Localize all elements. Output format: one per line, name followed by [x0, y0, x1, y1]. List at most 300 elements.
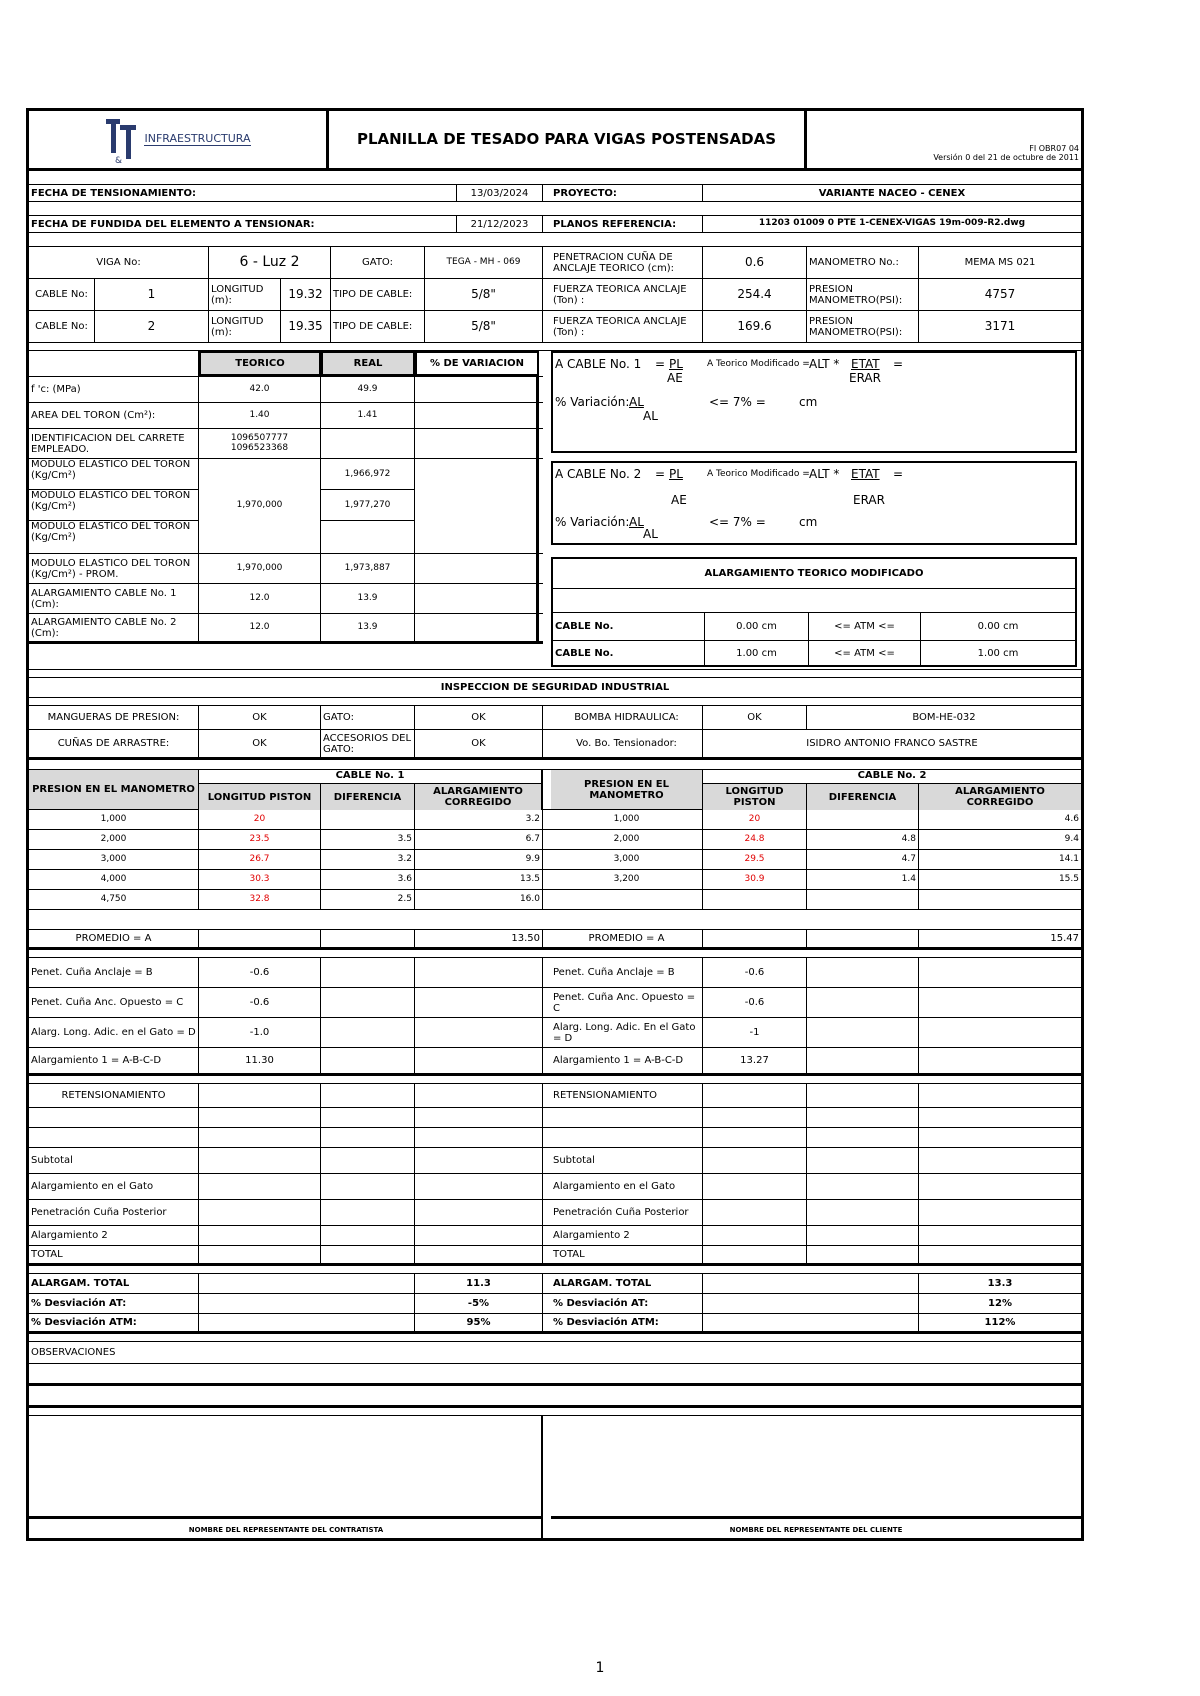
retension-cell	[703, 1128, 807, 1147]
dif2-header: DIFERENCIA	[807, 784, 919, 810]
safety-row-2	[29, 730, 1081, 760]
cable2-value: 2	[95, 311, 209, 342]
presion2-value: 3171	[984, 318, 1016, 333]
fuerza2-label: FUERZA TEORICA ANCLAJE (Ton) :	[551, 311, 703, 342]
alarg1-real: 13.9	[321, 584, 415, 613]
retension-cell	[703, 1148, 807, 1173]
long2-cell: 29.5	[703, 850, 807, 869]
alarg-total-value-2: 13.3	[987, 1278, 1013, 1289]
desv-at-value-1: -5%	[415, 1294, 543, 1313]
ident-values	[199, 429, 321, 458]
long1-cell: 30.3	[199, 870, 321, 889]
page-title: PLANILLA DE TESADO PARA VIGAS POSTENSADAS	[329, 111, 807, 168]
retension-cell	[919, 1108, 1081, 1127]
atm-box	[551, 557, 1077, 667]
retension-cell	[199, 1226, 321, 1245]
retension-cell: Alargamiento 2	[29, 1226, 199, 1245]
formula2-erar: ERAR	[853, 493, 885, 507]
cunas-value: OK	[199, 730, 321, 757]
retension-cell	[551, 1128, 703, 1147]
presion1-cell: 2,000	[29, 830, 199, 849]
formula2-mod: A Teorico Modificado =	[707, 469, 810, 479]
mod-label-1: MODULO ELASTICO DEL TORON (Kg/Cm²)	[29, 459, 198, 490]
dif1-cell	[321, 810, 415, 829]
ident-label: IDENTIFICACION DEL CARRETE EMPLEADO.	[29, 429, 199, 458]
desv-at-label-2: % Desviación AT:	[551, 1294, 703, 1313]
logo	[29, 111, 329, 168]
retension-cell: TOTAL	[551, 1246, 703, 1263]
long2-cell: 24.8	[703, 830, 807, 849]
alarg-total-label-1: ALARGAM. TOTAL	[29, 1274, 199, 1293]
tipo1-label: TIPO DE CABLE:	[331, 279, 425, 310]
presion-header-1: PRESION EN EL MANOMETRO	[29, 770, 199, 809]
penet-b2-label: Penet. Cuña Anclaje = B	[551, 958, 703, 987]
alarg1-cell: 16.0	[415, 890, 543, 909]
retension-cell	[321, 1174, 415, 1199]
table-row	[29, 870, 1081, 890]
fecha-row	[29, 185, 1081, 202]
desv-atm-value-2: 112%	[984, 1317, 1016, 1328]
alarg1-label: ALARGAMIENTO CABLE No. 1 (Cm):	[29, 584, 199, 613]
firma-cliente: NOMBRE DEL REPRESENTANTE DEL CLIENTE	[551, 1516, 1081, 1541]
retension-cell	[807, 1084, 919, 1107]
presion1-value: 4757	[984, 286, 1016, 301]
alarg2-cell: 9.4	[1064, 833, 1079, 844]
atm1-b: 0.00 cm	[977, 621, 1019, 632]
retension-row	[29, 1084, 1081, 1108]
proyecto: VARIANTE NACEO - CENEX	[818, 187, 966, 199]
teorico-header: TEORICO	[199, 351, 321, 376]
presion2-cell: 2,000	[551, 830, 703, 849]
alarg-d2-label: Alarg. Long. Adic. En el Gato = D	[551, 1018, 703, 1047]
gato-safety-value: OK	[415, 706, 543, 729]
alarg-total1-value: 11.30	[199, 1048, 321, 1073]
retension-cell	[703, 1084, 807, 1107]
formula2-etat: ETAT	[851, 467, 880, 481]
empty-cell	[807, 890, 919, 909]
empty-cell	[551, 890, 703, 909]
gato-label: GATO:	[331, 247, 425, 278]
retension-cell	[415, 1200, 543, 1225]
tipo2-value: 5/8"	[425, 311, 543, 342]
long1-cell: 26.7	[199, 850, 321, 869]
alarg1-cell: 9.9	[415, 850, 543, 869]
dif1-cell: 3.5	[321, 830, 415, 849]
formula1-alt: ALT *	[809, 357, 840, 371]
dif1-cell: 3.6	[321, 870, 415, 889]
mod-prom-teorico: 1,970,000	[199, 554, 321, 583]
empty-cell	[703, 890, 807, 909]
firma-contratista: NOMBRE DEL REPRESENTANTE DEL CONTRATISTA	[29, 1516, 543, 1541]
formula1-al-mod: AL	[629, 395, 644, 409]
code-text: FI OBR07 04	[1029, 143, 1079, 153]
mangueras-value: OK	[199, 706, 321, 729]
fundida-row	[29, 216, 1081, 233]
long1-cell: 20	[199, 810, 321, 829]
retension-cell	[321, 1200, 415, 1225]
svg-text:&: &	[115, 155, 123, 165]
retension-row	[29, 1226, 1081, 1246]
presion2-cell: 3,000	[551, 850, 703, 869]
logo-text: INFRAESTRUCTURA	[144, 131, 251, 145]
mod-real-2: 1,977,270	[321, 490, 414, 521]
penet-c2-value: -0.6	[703, 988, 807, 1017]
alarg-d2-value: -1	[703, 1018, 807, 1047]
formula-cable2	[551, 461, 1077, 545]
fc-label: f 'c: (MPa)	[29, 377, 199, 402]
retension-cell	[321, 1246, 415, 1263]
retension-cell	[321, 1084, 415, 1107]
table-row	[29, 850, 1081, 870]
vobo-label: Vo. Bo. Tensionador:	[551, 730, 703, 757]
tensioning-sheet	[26, 108, 1084, 1541]
alarg-d1-value: -1.0	[199, 1018, 321, 1047]
cable2-label: CABLE No:	[29, 311, 95, 342]
gato-safety-label: GATO:	[321, 706, 415, 729]
fuerza1-label: FUERZA TEORICA ANCLAJE (Ton) :	[551, 279, 703, 310]
dif2-cell: 4.7	[807, 850, 919, 869]
penet-label: PENETRACION CUÑA DE ANCLAJE TEORICO (cm):	[551, 247, 703, 278]
formula1-pl: PL	[669, 357, 683, 371]
version-text: Versión 0 del 21 de octubre de 2011	[933, 152, 1079, 162]
desv-atm-label-1: % Desviación ATM:	[29, 1314, 199, 1331]
atm2-a: 1.00 cm	[705, 641, 809, 665]
presion2-cell: 3,200	[551, 870, 703, 889]
dif2-cell	[807, 810, 919, 829]
formula1-eq2: =	[893, 357, 904, 371]
retension-cell: Alargamiento en el Gato	[551, 1174, 703, 1199]
dif1-header: DIFERENCIA	[321, 784, 415, 810]
retension-row	[29, 1246, 1081, 1266]
long2-value: 19.35	[281, 311, 331, 342]
mod-teorico: 1,970,000	[199, 459, 321, 553]
fc-real: 49.9	[321, 377, 415, 402]
long1-cell: 32.8	[199, 890, 321, 909]
promedio1-label: PROMEDIO = A	[29, 930, 199, 947]
page-number: 1	[595, 1660, 605, 1676]
alarg2-real: 13.9	[321, 614, 415, 641]
dif1-cell: 3.2	[321, 850, 415, 869]
atm1-op: <= ATM <=	[809, 613, 921, 640]
retension-cell	[199, 1148, 321, 1173]
manometro-value: MEMA MS 021	[964, 257, 1036, 268]
formula2-le: <= 7% =	[709, 515, 766, 529]
formula1-eq: =	[655, 357, 666, 371]
retension-cell	[919, 1200, 1081, 1225]
retension-cell	[199, 1108, 321, 1127]
retension-cell	[321, 1108, 415, 1127]
fecha-tension-label: FECHA DE TENSIONAMIENTO:	[29, 185, 457, 201]
retension-cell	[415, 1108, 543, 1127]
retension-row	[29, 1174, 1081, 1200]
bomba-value: BOM-HE-032	[912, 712, 976, 723]
desv-atm-label-2: % Desviación ATM:	[551, 1314, 703, 1331]
long1-cell: 23.5	[199, 830, 321, 849]
retension-cell: Alargamiento 2	[551, 1226, 703, 1245]
long1-value: 19.32	[281, 279, 331, 310]
bomba-ok: OK	[703, 706, 807, 729]
formula1-ae: AE	[667, 371, 683, 385]
header-row	[29, 111, 1081, 171]
presion2-label: PRESION MANOMETRO(PSI):	[807, 311, 919, 342]
alarg-total-label-2: ALARGAM. TOTAL	[551, 1274, 703, 1293]
retension-cell	[321, 1226, 415, 1245]
retension-cell	[807, 1174, 919, 1199]
empty-cell	[919, 890, 1081, 909]
long2-label: LONGITUD (m):	[209, 311, 281, 342]
viga-row	[29, 247, 1081, 279]
retension-cell: Alargamiento en el Gato	[29, 1174, 199, 1199]
retension-cell	[919, 1128, 1081, 1147]
cable2-header: CABLE No. 2	[703, 770, 1081, 784]
formula1-cm: cm	[799, 395, 818, 409]
retension-cell	[919, 1226, 1081, 1245]
accesorios-label: ACCESORIOS DEL GATO:	[321, 730, 415, 757]
dif2-cell: 4.8	[807, 830, 919, 849]
retension-cell	[919, 1246, 1081, 1263]
dif2-cell: 1.4	[807, 870, 919, 889]
dif1-cell: 2.5	[321, 890, 415, 909]
retension-row	[29, 1128, 1081, 1148]
penet-c1-label: Penet. Cuña Anc. Opuesto = C	[29, 988, 199, 1017]
fuerza1-value: 254.4	[703, 279, 807, 310]
area-real: 1.41	[321, 403, 415, 428]
alarg2-header: ALARGAMIENTO CORREGIDO	[919, 784, 1081, 810]
retension-cell	[703, 1108, 807, 1127]
formula1-erar: ERAR	[849, 371, 881, 385]
desv-at-label-1: % Desviación AT:	[29, 1294, 199, 1313]
retension-cell: Penetración Cuña Posterior	[551, 1200, 703, 1225]
fuerza2-value: 169.6	[703, 311, 807, 342]
retension-cell	[807, 1246, 919, 1263]
retension-cell	[551, 1108, 703, 1127]
retension-cell	[703, 1226, 807, 1245]
formula2-al-real: AL	[643, 527, 658, 541]
retension-cell	[919, 1084, 1081, 1107]
retension-cell: Subtotal	[551, 1148, 703, 1173]
presion1-label: PRESION MANOMETRO(PSI):	[807, 279, 919, 310]
cable1-label: CABLE No:	[29, 279, 95, 310]
real-header: REAL	[321, 351, 415, 376]
tipo2-label: TIPO DE CABLE:	[331, 311, 425, 342]
penet-b1-label: Penet. Cuña Anclaje = B	[29, 958, 199, 987]
penet-value: 0.6	[703, 247, 807, 278]
retension-row	[29, 1200, 1081, 1226]
atm-title: ALARGAMIENTO TEORICO MODIFICADO	[704, 568, 924, 579]
observaciones-title: OBSERVACIONES	[31, 1347, 116, 1358]
table-row	[29, 810, 1081, 830]
fecha-fundida-label: FECHA DE FUNDIDA DEL ELEMENTO A TENSIONAR:	[29, 216, 457, 232]
long2-header: LONGITUD PISTON	[703, 784, 807, 810]
presion1-cell: 4,750	[29, 890, 199, 909]
alarg2-cell: 4.6	[1064, 813, 1079, 824]
formula2-al-mod: AL	[629, 515, 644, 529]
alarg1-header: ALARGAMIENTO CORREGIDO	[415, 784, 541, 810]
retension-cell	[199, 1084, 321, 1107]
signature-area	[29, 1416, 1081, 1538]
formula2-eq: =	[655, 467, 666, 481]
retension-row	[29, 1148, 1081, 1174]
formula-cable1	[551, 351, 1077, 453]
mangueras-label: MANGUERAS DE PRESION:	[29, 706, 199, 729]
viga-label: VIGA No:	[29, 247, 209, 278]
promedio2-value: 15.47	[1050, 933, 1079, 944]
retension-cell	[199, 1174, 321, 1199]
retension-cell	[919, 1174, 1081, 1199]
company-logo-icon	[104, 115, 140, 165]
table-row	[29, 830, 1081, 850]
safety-title: INSPECCION DE SEGURIDAD INDUSTRIAL	[440, 682, 670, 693]
atm1-label: CABLE No.	[553, 613, 705, 640]
formula2-alt: ALT *	[809, 467, 840, 481]
retension-cell	[415, 1084, 543, 1107]
fecha-tension: 13/03/2024	[457, 185, 543, 201]
vobo-value: ISIDRO ANTONIO FRANCO SASTRE	[806, 738, 978, 749]
doc-code	[807, 111, 1081, 168]
retension-cell	[29, 1128, 199, 1147]
proyecto-label: PROYECTO:	[551, 185, 703, 201]
formula1-var: % Variación:	[555, 395, 630, 409]
retension-row	[29, 1108, 1081, 1128]
tipo1-value: 5/8"	[425, 279, 543, 310]
retension-cell: Subtotal	[29, 1148, 199, 1173]
presion1-cell: 4,000	[29, 870, 199, 889]
desv-atm-value-1: 95%	[415, 1314, 543, 1331]
readings-header	[29, 770, 1081, 810]
area-label: AREA DEL TORON (Cm²):	[29, 403, 199, 428]
mod-real-1: 1,966,972	[321, 459, 414, 490]
formula1-mod: A Teorico Modificado =	[707, 359, 810, 369]
retension-cell	[29, 1108, 199, 1127]
cable1-value: 1	[95, 279, 209, 310]
promedio-row	[29, 930, 1081, 950]
alarg2-teorico: 12.0	[199, 614, 321, 641]
retension-cell	[199, 1128, 321, 1147]
retension-cell	[321, 1148, 415, 1173]
presion2-cell: 1,000	[551, 810, 703, 829]
retension-cell	[415, 1148, 543, 1173]
long2-cell: 20	[703, 810, 807, 829]
ident1: 1096507777	[230, 432, 289, 443]
retension-cell	[199, 1246, 321, 1263]
retension-cell	[703, 1246, 807, 1263]
retension-cell	[415, 1128, 543, 1147]
mod-label-2: MODULO ELASTICO DEL TORON (Kg/Cm²)	[29, 490, 198, 521]
formula2-pl: PL	[669, 467, 683, 481]
alarg1-cell: 6.7	[415, 830, 543, 849]
formula2-eq2: =	[893, 467, 904, 481]
alarg2-cell: 15.5	[1058, 873, 1079, 884]
retension-cell	[919, 1148, 1081, 1173]
viga-value: 6 - Luz 2	[209, 247, 331, 278]
long1-label: LONGITUD (m):	[209, 279, 281, 310]
presion1-cell: 3,000	[29, 850, 199, 869]
alarg-d1-label: Alarg. Long. Adic. en el Gato = D	[29, 1018, 199, 1047]
presion1-cell: 1,000	[29, 810, 199, 829]
mod-label-3: MODULO ELASTICO DEL TORON (Kg/Cm²)	[31, 521, 191, 543]
mod-prom-label: MODULO ELASTICO DEL TORON (Kg/Cm²) - PROM.	[29, 554, 199, 583]
promedio2-label: PROMEDIO = A	[551, 930, 703, 947]
desv-header: % DE VARIACION	[415, 351, 539, 376]
retension-cell	[807, 1226, 919, 1245]
alarg-total1-label: Alargamiento 1 = A-B-C-D	[29, 1048, 199, 1073]
retension-cell	[703, 1174, 807, 1199]
planos: 11203 01009 0 PTE 1-CENEX-VIGAS 19m-009-R2.dwg	[758, 218, 1026, 229]
alarg1-cell: 13.5	[415, 870, 543, 889]
retension-rows	[29, 1084, 1081, 1266]
gato-value: TEGA - MH - 069	[425, 247, 543, 278]
formula1-title: A CABLE No. 1	[555, 357, 642, 371]
desv-at-value-2: 12%	[988, 1298, 1012, 1309]
retension-cell	[415, 1226, 543, 1245]
formula1-al-real: AL	[643, 409, 658, 423]
safety-row-1	[29, 706, 1081, 730]
cable1-row	[29, 279, 1081, 311]
mod-prom-real: 1,973,887	[321, 554, 415, 583]
formula2-var: % Variación:	[555, 515, 630, 529]
retension-cell: TOTAL	[29, 1246, 199, 1263]
penet-c1-value: -0.6	[199, 988, 321, 1017]
atm2-b: 1.00 cm	[977, 647, 1019, 659]
retension-cell	[703, 1200, 807, 1225]
long1-header: LONGITUD PISTON	[199, 784, 321, 810]
atm2-op: <= ATM <=	[809, 641, 921, 665]
atm2-label: CABLE No.	[553, 641, 705, 665]
retension-cell: RETENSIONAMIENTO	[29, 1084, 199, 1107]
alarg1-teorico: 12.0	[199, 584, 321, 613]
alarg1-cell: 3.2	[415, 810, 543, 829]
presion-header-2: PRESION EN EL MANOMETRO	[551, 770, 703, 809]
formula2-title: A CABLE No. 2	[555, 467, 642, 481]
alarg-total-value-1: 11.3	[415, 1274, 543, 1293]
formula1-le: <= 7% =	[709, 395, 766, 409]
alarg-total2-value: 13.27	[703, 1048, 807, 1073]
cunas-label: CUÑAS DE ARRASTRE:	[29, 730, 199, 757]
retension-cell	[415, 1174, 543, 1199]
retension-cell	[199, 1200, 321, 1225]
accesorios-value: OK	[415, 730, 543, 757]
formula2-cm: cm	[799, 515, 818, 529]
retension-cell	[807, 1108, 919, 1127]
fecha-fundida: 21/12/2023	[457, 216, 543, 232]
manometro-label: MANOMETRO No.:	[807, 247, 919, 278]
properties-block	[29, 351, 1081, 670]
penet-b2-value: -0.6	[703, 958, 807, 987]
atm1-a: 0.00 cm	[705, 613, 809, 640]
alarg-total2-label: Alargamiento 1 = A-B-C-D	[551, 1048, 703, 1073]
promedio1-value: 13.50	[415, 930, 543, 947]
area-teorico: 1.40	[199, 403, 321, 428]
retension-cell	[415, 1246, 543, 1263]
ident2: 1096523368	[230, 442, 289, 453]
fc-teorico: 42.0	[199, 377, 321, 402]
planos-label: PLANOS REFERENCIA:	[551, 216, 703, 232]
cable2-row	[29, 311, 1081, 343]
formula2-ae: AE	[671, 493, 687, 507]
bomba-label: BOMBA HIDRAULICA:	[551, 706, 703, 729]
alarg2-cell: 14.1	[1058, 853, 1079, 864]
retension-cell	[807, 1148, 919, 1173]
readings-rows	[29, 810, 1081, 910]
retension-cell: RETENSIONAMIENTO	[551, 1084, 703, 1107]
penet-b1-value: -0.6	[199, 958, 321, 987]
penet-c2-label: Penet. Cuña Anc. Opuesto = C	[551, 988, 703, 1017]
retension-cell	[807, 1128, 919, 1147]
formula1-etat: ETAT	[851, 357, 880, 371]
alarg2-label: ALARGAMIENTO CABLE No. 2 (Cm):	[29, 614, 199, 641]
retension-cell	[321, 1128, 415, 1147]
long2-cell: 30.9	[703, 870, 807, 889]
